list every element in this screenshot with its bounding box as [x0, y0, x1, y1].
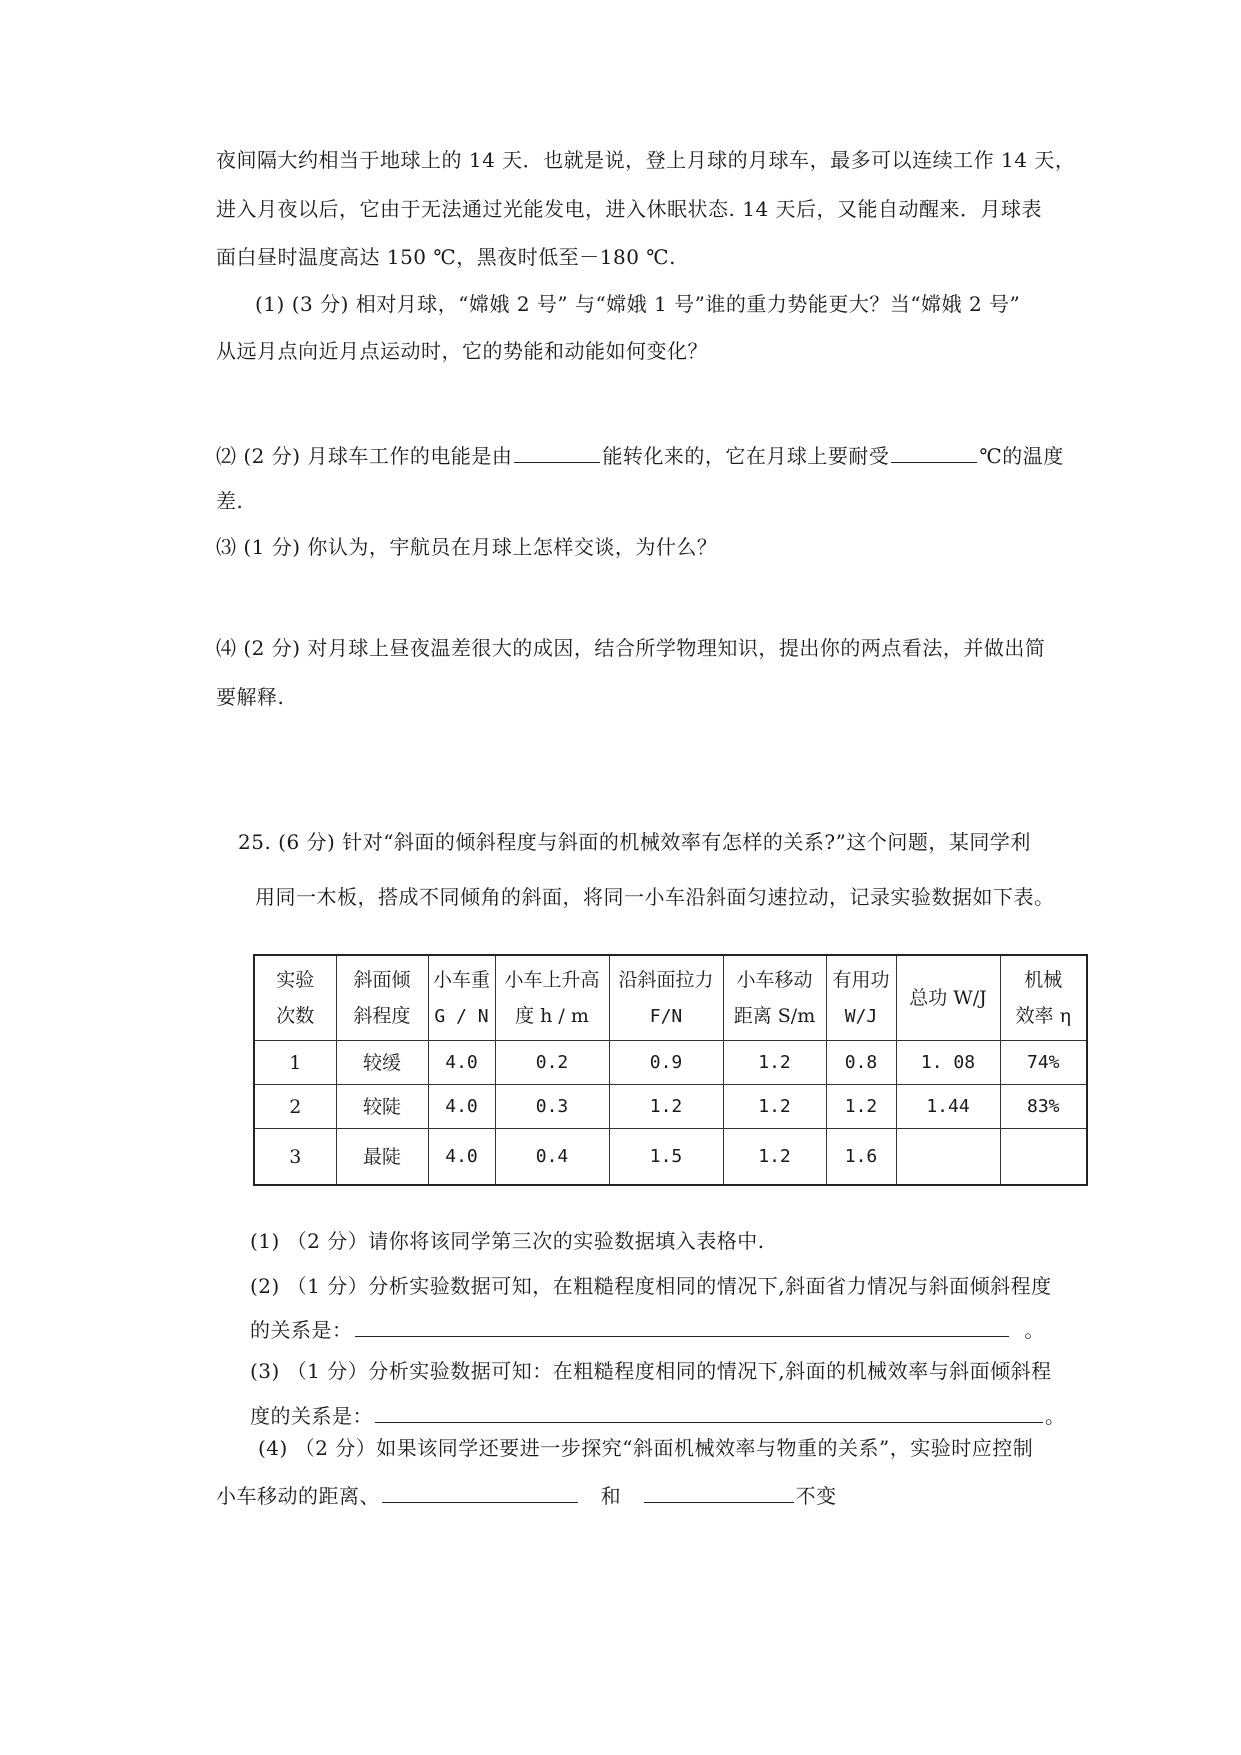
- q25-sub2-label: 的关系是：: [250, 1318, 353, 1342]
- force-relation-blank[interactable]: [355, 1314, 1009, 1337]
- header-total-work: 总功 W/J: [896, 955, 1000, 1041]
- energy-source-blank[interactable]: [514, 440, 600, 463]
- table-cell: 4.0: [428, 1129, 495, 1186]
- q25-sub3-line-1: (3) （1 分）分析实验数据可知：在粗糙程度相同的情况下,斜面的机械效率与斜面倾斜程: [250, 1359, 1052, 1383]
- table-cell: 74%: [1000, 1041, 1087, 1085]
- q24-part2-text-a: ⑵ (2 分) 月球车工作的电能是由: [216, 444, 513, 468]
- q25-sub2-end: 。: [1024, 1318, 1045, 1342]
- q25-stem-line-2: 用同一木板，搭成不同倾角的斜面，将同一小车沿斜面匀速拉动，记录实验数据如下表。: [255, 885, 1055, 909]
- q25-sub4-end: 不变: [795, 1484, 837, 1508]
- q24-part1-line-2: 从远月点向近月点运动时，它的势能和动能如何变化？: [216, 339, 708, 363]
- q24-part2-text-b: 能转化来的，它在月球上要耐受: [602, 444, 890, 468]
- table-cell: 1.2: [723, 1129, 826, 1186]
- table-cell: 较缓: [336, 1041, 428, 1085]
- header-height: 小车上升高 度 h / m: [495, 955, 609, 1041]
- table-cell: 0.4: [495, 1129, 609, 1186]
- q24-part2-text-c: ℃的温度: [979, 444, 1064, 468]
- header-trial: 实验 次数: [254, 955, 336, 1041]
- q25-sub4-and: 和: [600, 1484, 622, 1508]
- table-cell: 1. 08: [896, 1041, 1000, 1085]
- q25-sub3-line-2: [250, 1400, 1066, 1430]
- table-cell: 2: [254, 1085, 336, 1129]
- q25-sub4-line-2: [216, 1480, 837, 1510]
- table-cell: 1.2: [723, 1085, 826, 1129]
- table-cell: 较陡: [336, 1085, 428, 1129]
- table-cell: 1.6: [826, 1129, 896, 1186]
- table-cell: 1.2: [609, 1085, 723, 1129]
- q24-part2-line-2: 差.: [216, 489, 244, 513]
- control-variable-blank-2[interactable]: [644, 1480, 794, 1503]
- q25-sub3-end: 。: [1045, 1404, 1066, 1428]
- table-cell: 83%: [1000, 1085, 1087, 1129]
- table-cell: 最陡: [336, 1129, 428, 1186]
- table-row: [254, 1129, 1087, 1186]
- q24-part1-line-1: (1) (3 分) 相对月球，“嫦娥 2 号” 与“嫦娥 1 号”谁的重力势能更大？当“嫦娥 2 号”: [255, 292, 1021, 316]
- efficiency-answer-cell[interactable]: [1000, 1129, 1087, 1186]
- table-cell: 0.9: [609, 1041, 723, 1085]
- q24-part2-line-1: [216, 440, 1064, 470]
- temperature-diff-blank[interactable]: [891, 440, 977, 463]
- table-cell: 0.8: [826, 1041, 896, 1085]
- header-useful-work: 有用功 W/J: [826, 955, 896, 1041]
- intro-line-2: 进入月夜以后，它由于无法通过光能发电，进入休眠状态. 14 天后，又能自动醒来．月球表: [216, 197, 1043, 221]
- table-cell: 4.0: [428, 1085, 495, 1129]
- table-cell: 1.2: [723, 1041, 826, 1085]
- table-cell: 4.0: [428, 1041, 495, 1085]
- q25-sub4-text-a: 小车移动的距离、: [216, 1484, 380, 1508]
- intro-line-1: 夜间隔大约相当于地球上的 14 天．也就是说，登上月球的月球车，最多可以连续工作 14 天，: [216, 148, 1076, 172]
- table-cell: 1.5: [609, 1129, 723, 1186]
- q24-part4-line-2: 要解释.: [216, 685, 285, 709]
- q25-stem-line-1: 25. (6 分) 针对“斜面的倾斜程度与斜面的机械效率有怎样的关系?”这个问题，某同学利: [238, 830, 1031, 854]
- q24-part3: ⑶ (1 分) 你认为，宇航员在月球上怎样交谈，为什么？: [216, 535, 718, 559]
- table-cell: 1: [254, 1041, 336, 1085]
- q25-sub2-line-1: (2) （1 分）分析实验数据可知，在粗糙程度相同的情况下,斜面省力情况与斜面倾斜程度: [250, 1274, 1052, 1298]
- table-cell: 1.2: [826, 1085, 896, 1129]
- header-pull-force: 沿斜面拉力 F/N: [609, 955, 723, 1041]
- header-efficiency: 机械 效率 η: [1000, 955, 1087, 1041]
- table-header-row: [254, 955, 1087, 1041]
- header-incline: 斜面倾 斜程度: [336, 955, 428, 1041]
- control-variable-blank-1[interactable]: [382, 1480, 578, 1503]
- q25-sub4-line-1: (4) （2 分）如果该同学还要进一步探究“斜面机械效率与物重的关系”，实验时应控制: [258, 1436, 1034, 1460]
- q25-sub2-line-2: [250, 1314, 1045, 1344]
- q25-sub1: (1) （2 分）请你将该同学第三次的实验数据填入表格中.: [250, 1229, 765, 1253]
- table-cell: 0.2: [495, 1041, 609, 1085]
- experiment-data-table: [253, 954, 1088, 1186]
- header-distance: 小车移动 距离 S/m: [723, 955, 826, 1041]
- table-cell: 0.3: [495, 1085, 609, 1129]
- header-weight: 小车重 G / N: [428, 955, 495, 1041]
- table-cell: 1.44: [896, 1085, 1000, 1129]
- total-work-answer-cell[interactable]: [896, 1129, 1000, 1186]
- q24-part4-line-1: ⑷ (2 分) 对月球上昼夜温差很大的成因，结合所学物理知识，提出你的两点看法，并做出简: [216, 636, 1046, 660]
- efficiency-relation-blank[interactable]: [375, 1400, 1043, 1423]
- table-row: [254, 1085, 1087, 1129]
- q25-sub3-label: 度的关系是：: [250, 1404, 373, 1428]
- table-row: [254, 1041, 1087, 1085]
- table-cell: 3: [254, 1129, 336, 1186]
- intro-line-3: 面白昼时温度高达 150 ℃，黑夜时低至－180 ℃.: [216, 245, 677, 269]
